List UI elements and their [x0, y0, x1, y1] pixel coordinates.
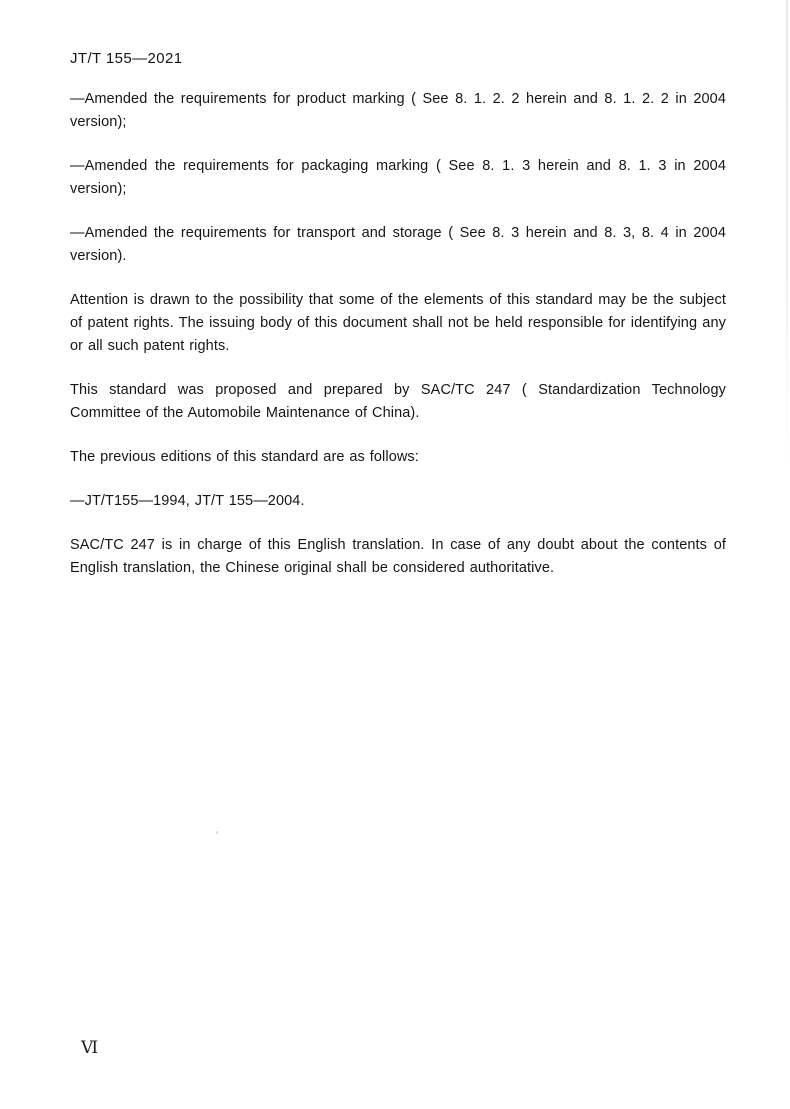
standard-number: JT/T 155—2021	[70, 50, 183, 67]
scan-edge-artifact	[786, 0, 788, 468]
paragraph-patent-rights-notice: Attention is drawn to the possibility that some of the elements of this standard may be the subject of patent rights. The issuing body of this document shall not be held responsible for identifying any or all such patent rights.	[70, 292, 726, 354]
scan-speck-artifact	[216, 831, 218, 834]
paragraph-proposed-prepared-by: This standard was proposed and prepared by SAC/TC 247 ( Standardization Technology Committee of the Automobile Maintenance of China).	[70, 382, 726, 421]
paragraph-previous-editions-intro: The previous editions of this standard are as follows:	[70, 449, 419, 465]
paragraph-previous-editions-list: —JT/T155—1994, JT/T 155—2004.	[70, 493, 305, 509]
document-content	[70, 47, 726, 601]
standard-number-header	[70, 47, 726, 70]
paragraph-amended-packaging-marking: —Amended the requirements for packaging marking ( See 8. 1. 3 herein and 8. 1. 3 in 2004 version);	[70, 158, 726, 197]
paragraph-translation-authority: SAC/TC 247 is in charge of this English translation. In case of any doubt about the contents of English translation, the Chinese original shall be considered authoritative.	[70, 537, 726, 576]
page-number: Ⅵ	[81, 1038, 99, 1058]
paragraph-amended-product-marking: —Amended the requirements for product marking ( See 8. 1. 2. 2 herein and 8. 1. 2. 2 in 2004 version);	[70, 91, 726, 130]
paragraph-amended-transport-storage: —Amended the requirements for transport and storage ( See 8. 3 herein and 8. 3, 8. 4 in 2004 version).	[70, 225, 726, 264]
